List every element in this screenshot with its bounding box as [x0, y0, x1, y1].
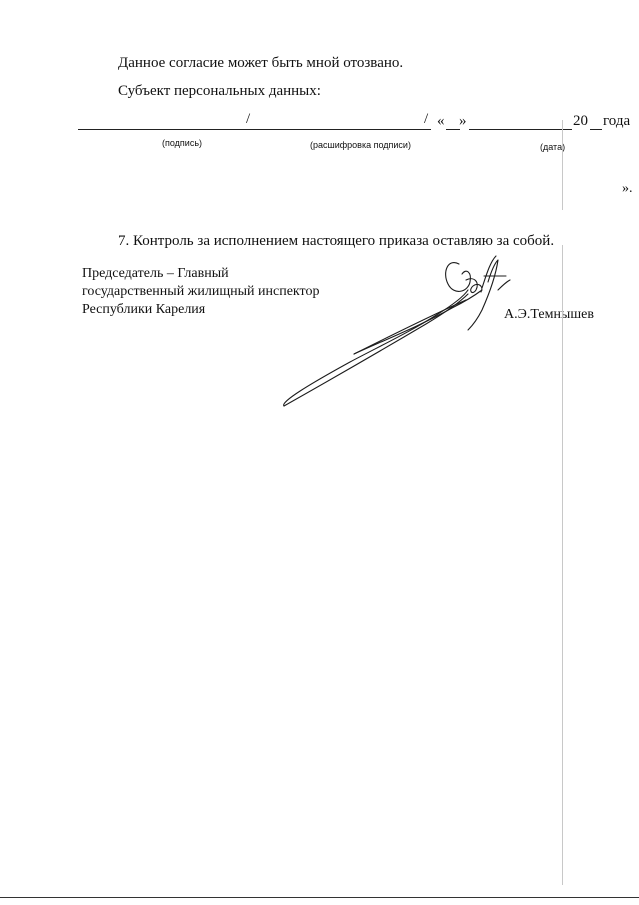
signature-slash-1: /: [246, 111, 251, 127]
day-underline: [446, 129, 460, 130]
signatory-position-line-1: Председатель – Главный: [82, 266, 229, 281]
signature-underline: [78, 129, 431, 130]
caption-signature-decoding: (расшифровка подписи): [310, 140, 411, 150]
caption-signature: (подпись): [162, 138, 203, 148]
stray-closing-quote: ».: [622, 181, 633, 196]
date-quote-close: »: [459, 113, 467, 129]
signature-slash-2: /: [424, 111, 429, 127]
year-century: 20: [573, 113, 588, 129]
year-underline: [590, 129, 602, 130]
signatory-position-line-2: государственный жилищный инспектор: [82, 284, 320, 299]
personal-data-subject-label: Субъект персональных данных:: [118, 83, 321, 99]
year-word: года: [603, 113, 631, 129]
caption-date: (дата): [540, 142, 566, 152]
month-underline: [469, 129, 572, 130]
scan-margin-line: [562, 120, 563, 210]
signatory-position-line-3: Республики Карелия: [82, 302, 206, 317]
item-7-text: 7. Контроль за исполнением настоящего приказа оставляю за собой.: [118, 233, 555, 249]
page-bottom-rule: [0, 897, 639, 898]
scan-margin-line-lower: [562, 245, 563, 885]
signatory-name: А.Э.Темнышев: [504, 307, 594, 322]
handwritten-signature: [270, 250, 520, 415]
date-quote-open: «: [437, 113, 445, 129]
consent-revocable-text: Данное согласие может быть мной отозвано.: [118, 55, 404, 71]
